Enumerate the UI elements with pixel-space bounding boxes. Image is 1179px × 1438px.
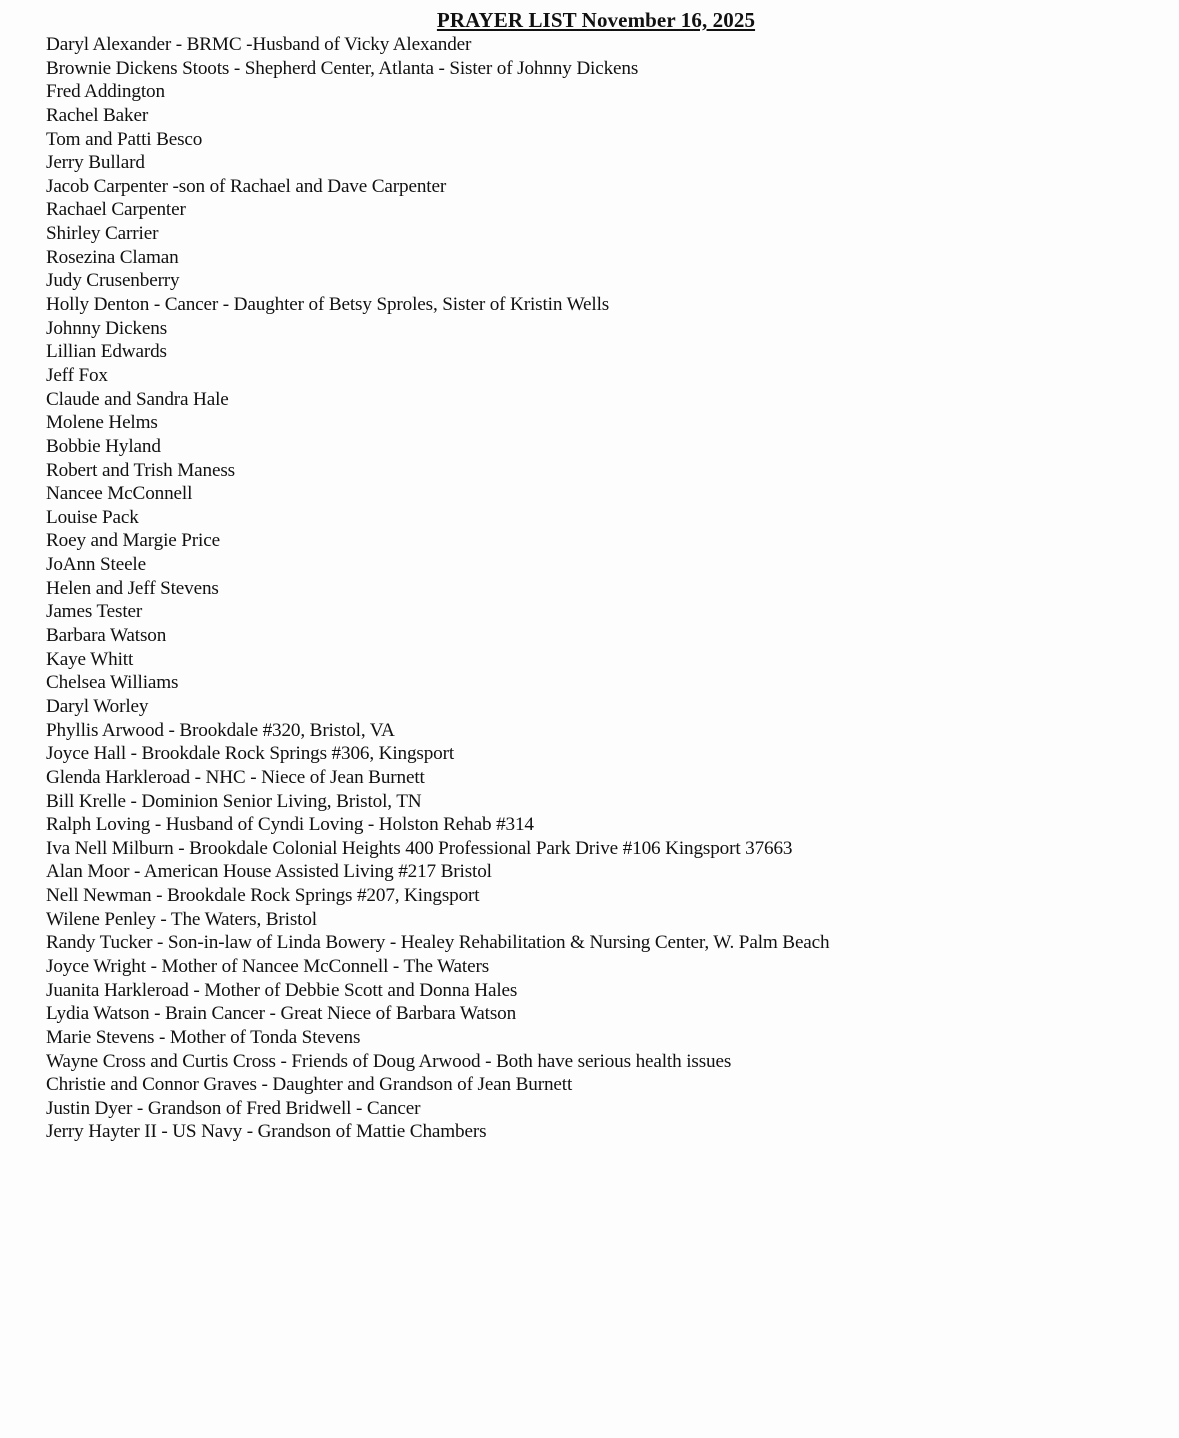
list-item: Chelsea Williams: [46, 672, 179, 694]
list-item: Jacob Carpenter -son of Rachael and Dave Carpenter: [46, 175, 447, 197]
list-item: Roey and Margie Price: [46, 530, 220, 552]
list-item: Christie and Connor Graves - Daughter and Grandson of Jean Burnett: [46, 1074, 573, 1096]
list-item: Bobbie Hyland: [46, 435, 161, 457]
list-item: Tom and Patti Besco: [46, 128, 203, 150]
list-item: Daryl Alexander - BRMC -Husband of Vicky Alexander: [46, 34, 472, 55]
list-item: Ralph Loving - Husband of Cyndi Loving - Holston Rehab #314: [46, 814, 534, 836]
list-item: Lydia Watson - Brain Cancer - Great Niece of Barbara Watson: [46, 1003, 517, 1025]
list-item: Louise Pack: [46, 506, 139, 528]
list-item: Rachel Baker: [46, 104, 149, 126]
list-item: Kaye Whitt: [46, 648, 134, 670]
list-item: Johnny Dickens: [46, 317, 168, 339]
prayer-list: [46, 33, 829, 1144]
list-item: Molene Helms: [46, 412, 158, 434]
list-item: Fred Addington: [46, 81, 165, 103]
page-title: PRAYER LIST November 16, 2025: [436, 8, 756, 32]
list-item: Helen and Jeff Stevens: [46, 577, 219, 599]
list-item: Brownie Dickens Stoots - Shepherd Center, Atlanta - Sister of Johnny Dickens: [46, 57, 639, 79]
list-item: Justin Dyer - Grandson of Fred Bridwell - Cancer: [46, 1097, 421, 1119]
list-item: Marie Stevens - Mother of Tonda Stevens: [46, 1026, 361, 1048]
list-item: Rosezina Claman: [46, 246, 179, 268]
list-item: Claude and Sandra Hale: [46, 388, 229, 410]
list-item: Iva Nell Milburn - Brookdale Colonial Heights 400 Professional Park Drive #106 Kingsport 37663: [46, 837, 793, 859]
list-item: Jerry Bullard: [46, 152, 145, 174]
list-item: Joyce Wright - Mother of Nancee McConnell - The Waters: [46, 955, 490, 977]
list-item: Rachael Carpenter: [46, 199, 186, 221]
list-item: Glenda Harkleroad - NHC - Niece of Jean Burnett: [46, 766, 425, 788]
list-item: Bill Krelle - Dominion Senior Living, Bristol, TN: [46, 790, 422, 812]
list-item: Holly Denton - Cancer - Daughter of Betsy Sproles, Sister of Kristin Wells: [46, 294, 610, 316]
list-item: Barbara Watson: [46, 625, 167, 647]
list-item: JoAnn Steele: [46, 554, 146, 576]
list-item: Lillian Edwards: [46, 341, 167, 363]
list-item: Daryl Worley: [46, 695, 149, 717]
list-item: Jerry Hayter II - US Navy - Grandson of Mattie Chambers: [46, 1121, 487, 1143]
list-item: Joyce Hall - Brookdale Rock Springs #306, Kingsport: [46, 743, 455, 765]
list-item: Phyllis Arwood - Brookdale #320, Bristol, VA: [46, 719, 395, 741]
list-item: James Tester: [46, 601, 143, 623]
list-item: Randy Tucker - Son-in-law of Linda Bowery - Healey Rehabilitation & Nursing Center, W. Palm Beach: [46, 932, 830, 954]
list-item: Nell Newman - Brookdale Rock Springs #207, Kingsport: [46, 885, 480, 907]
list-item: Shirley Carrier: [46, 223, 159, 245]
list-item: Robert and Trish Maness: [46, 459, 235, 481]
list-item: Alan Moor - American House Assisted Living #217 Bristol: [46, 861, 492, 883]
list-item: Jeff Fox: [46, 364, 108, 386]
list-item: Wilene Penley - The Waters, Bristol: [46, 908, 317, 930]
list-item: Nancee McConnell: [46, 483, 193, 505]
list-item: Juanita Harkleroad - Mother of Debbie Scott and Donna Hales: [46, 979, 518, 1001]
list-item: Judy Crusenberry: [46, 270, 180, 292]
list-item: Wayne Cross and Curtis Cross - Friends of Doug Arwood - Both have serious health issues: [46, 1050, 732, 1072]
